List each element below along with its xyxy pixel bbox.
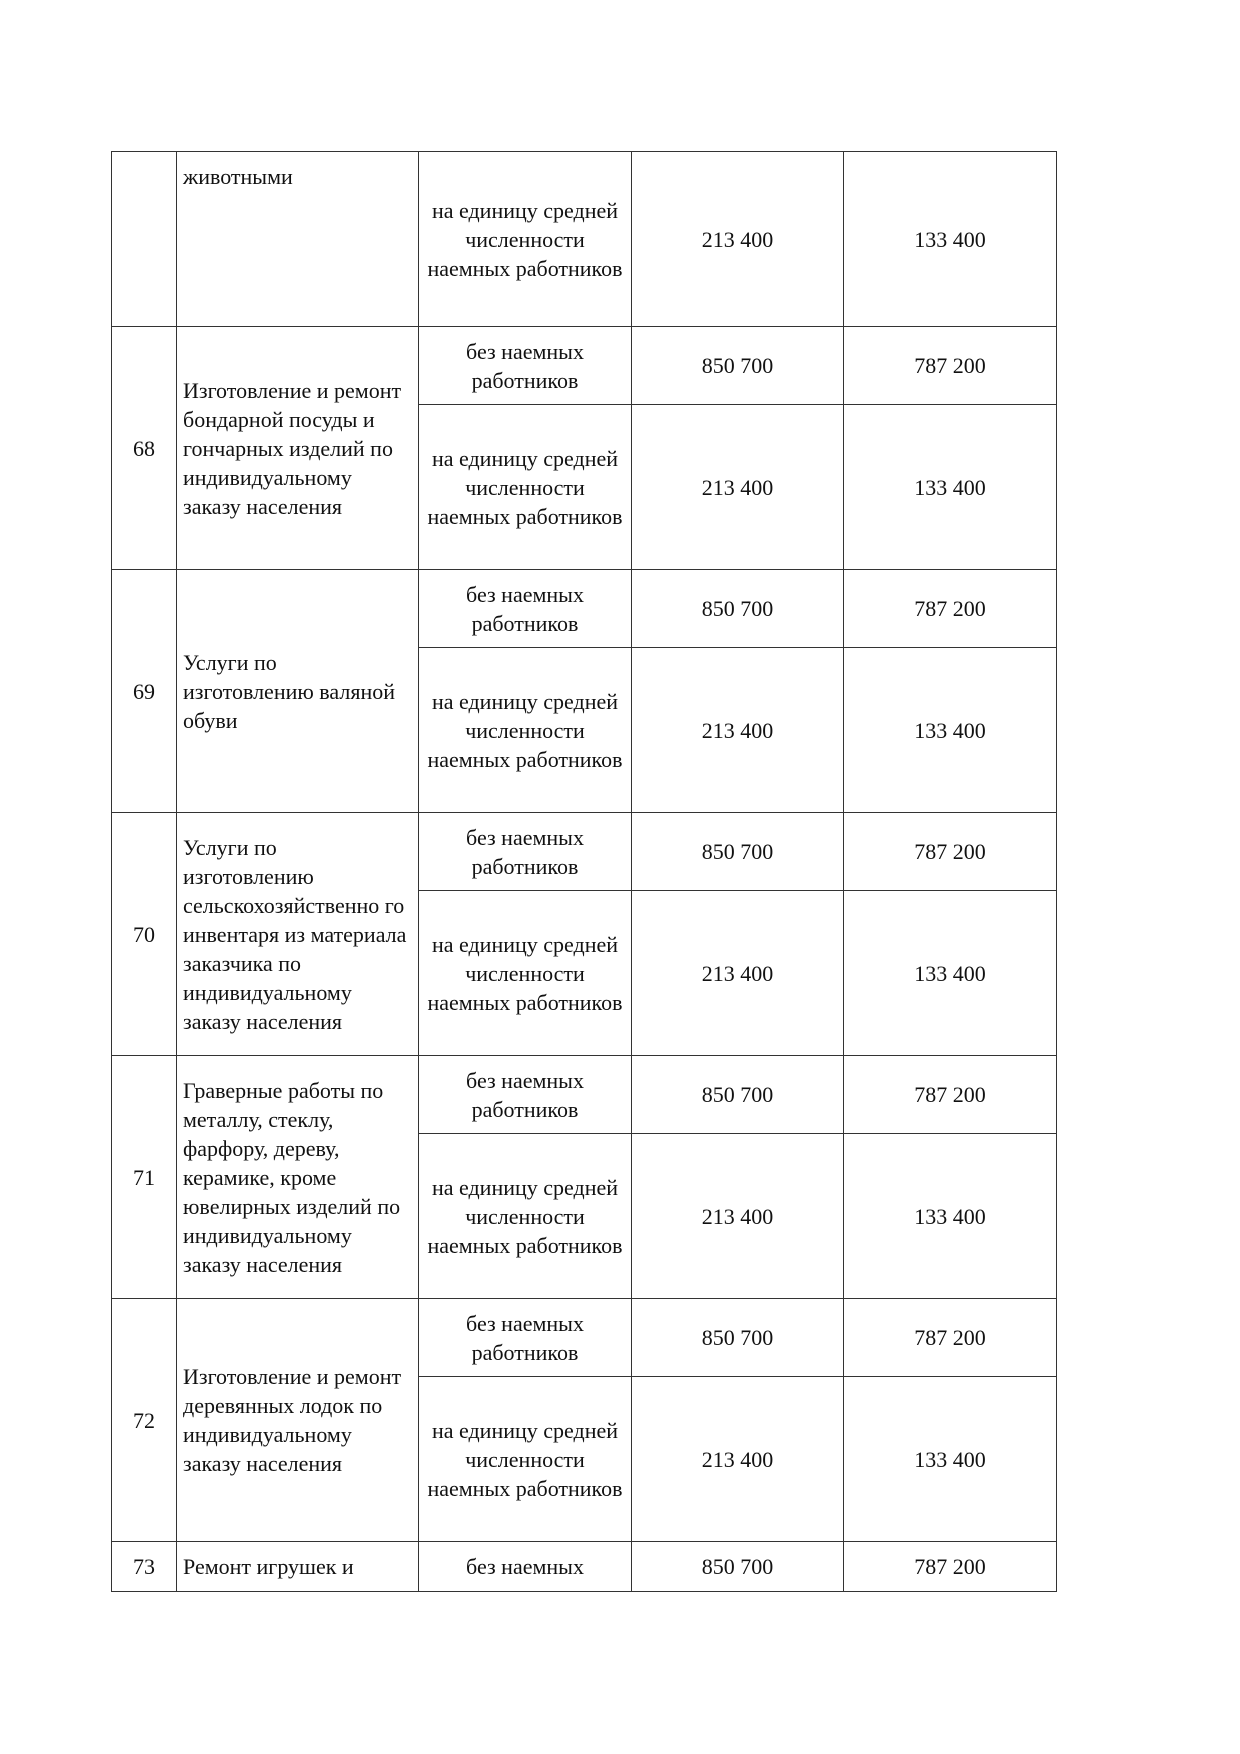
unit-per-staff: на единицу средней численности наемных работников bbox=[419, 405, 632, 570]
value-1: 213 400 bbox=[632, 891, 844, 1056]
row-number: 71 bbox=[112, 1056, 177, 1299]
value-1: 850 700 bbox=[632, 813, 844, 891]
value-1: 213 400 bbox=[632, 648, 844, 813]
row-number: 72 bbox=[112, 1299, 177, 1542]
unit-no-staff: без наемных работников bbox=[419, 813, 632, 891]
table-row bbox=[112, 1542, 1057, 1592]
table-row bbox=[112, 1056, 1057, 1134]
value-1: 850 700 bbox=[632, 327, 844, 405]
value-1: 850 700 bbox=[632, 1542, 844, 1592]
activity-name: животными bbox=[177, 152, 419, 327]
unit-no-staff: без наемных работников bbox=[419, 1056, 632, 1134]
unit-per-staff: на единицу средней численности наемных работников bbox=[419, 1134, 632, 1299]
table-row bbox=[112, 327, 1057, 405]
row-number: 70 bbox=[112, 813, 177, 1056]
unit-no-staff: без наемных bbox=[419, 1542, 632, 1592]
value-2: 133 400 bbox=[844, 648, 1057, 813]
row-number: 69 bbox=[112, 570, 177, 813]
value-1: 213 400 bbox=[632, 1377, 844, 1542]
unit: на единицу средней численности наемных работников bbox=[419, 152, 632, 327]
value-2: 787 200 bbox=[844, 570, 1057, 648]
value-1: 213 400 bbox=[632, 1134, 844, 1299]
value-2: 787 200 bbox=[844, 327, 1057, 405]
row-number bbox=[112, 152, 177, 327]
value-1: 850 700 bbox=[632, 1056, 844, 1134]
value-2: 133 400 bbox=[844, 1134, 1057, 1299]
value-2: 133 400 bbox=[844, 405, 1057, 570]
value-1: 850 700 bbox=[632, 570, 844, 648]
row-number: 68 bbox=[112, 327, 177, 570]
activity-name: Услуги по изготовлению сельскохозяйственно го инвентаря из материала заказчика по индивидуальному заказу населения bbox=[177, 813, 419, 1056]
value-2: 133 400 bbox=[844, 152, 1057, 327]
activity-name: Граверные работы по металлу, стеклу, фарфору, дереву, керамике, кроме ювелирных изделий по индивидуальному заказу населения bbox=[177, 1056, 419, 1299]
tariff-table bbox=[111, 151, 1057, 1592]
activity-name: Ремонт игрушек и bbox=[177, 1542, 419, 1592]
value-2: 787 200 bbox=[844, 1056, 1057, 1134]
value-1: 213 400 bbox=[632, 152, 844, 327]
table-row bbox=[112, 813, 1057, 891]
value-2: 787 200 bbox=[844, 1542, 1057, 1592]
value-1: 213 400 bbox=[632, 405, 844, 570]
value-2: 133 400 bbox=[844, 1377, 1057, 1542]
unit-per-staff: на единицу средней численности наемных работников bbox=[419, 891, 632, 1056]
table-row bbox=[112, 1299, 1057, 1377]
table-row bbox=[112, 152, 1057, 327]
unit-per-staff: на единицу средней численности наемных работников bbox=[419, 1377, 632, 1542]
activity-name: Изготовление и ремонт бондарной посуды и гончарных изделий по индивидуальному заказу населения bbox=[177, 327, 419, 570]
unit-no-staff: без наемных работников bbox=[419, 1299, 632, 1377]
table-row bbox=[112, 570, 1057, 648]
value-2: 133 400 bbox=[844, 891, 1057, 1056]
row-number: 73 bbox=[112, 1542, 177, 1592]
value-2: 787 200 bbox=[844, 1299, 1057, 1377]
activity-name: Услуги по изготовлению валяной обуви bbox=[177, 570, 419, 813]
unit-no-staff: без наемных работников bbox=[419, 570, 632, 648]
activity-name: Изготовление и ремонт деревянных лодок по индивидуальному заказу населения bbox=[177, 1299, 419, 1542]
unit-per-staff: на единицу средней численности наемных работников bbox=[419, 648, 632, 813]
value-1: 850 700 bbox=[632, 1299, 844, 1377]
value-2: 787 200 bbox=[844, 813, 1057, 891]
unit-no-staff: без наемных работников bbox=[419, 327, 632, 405]
